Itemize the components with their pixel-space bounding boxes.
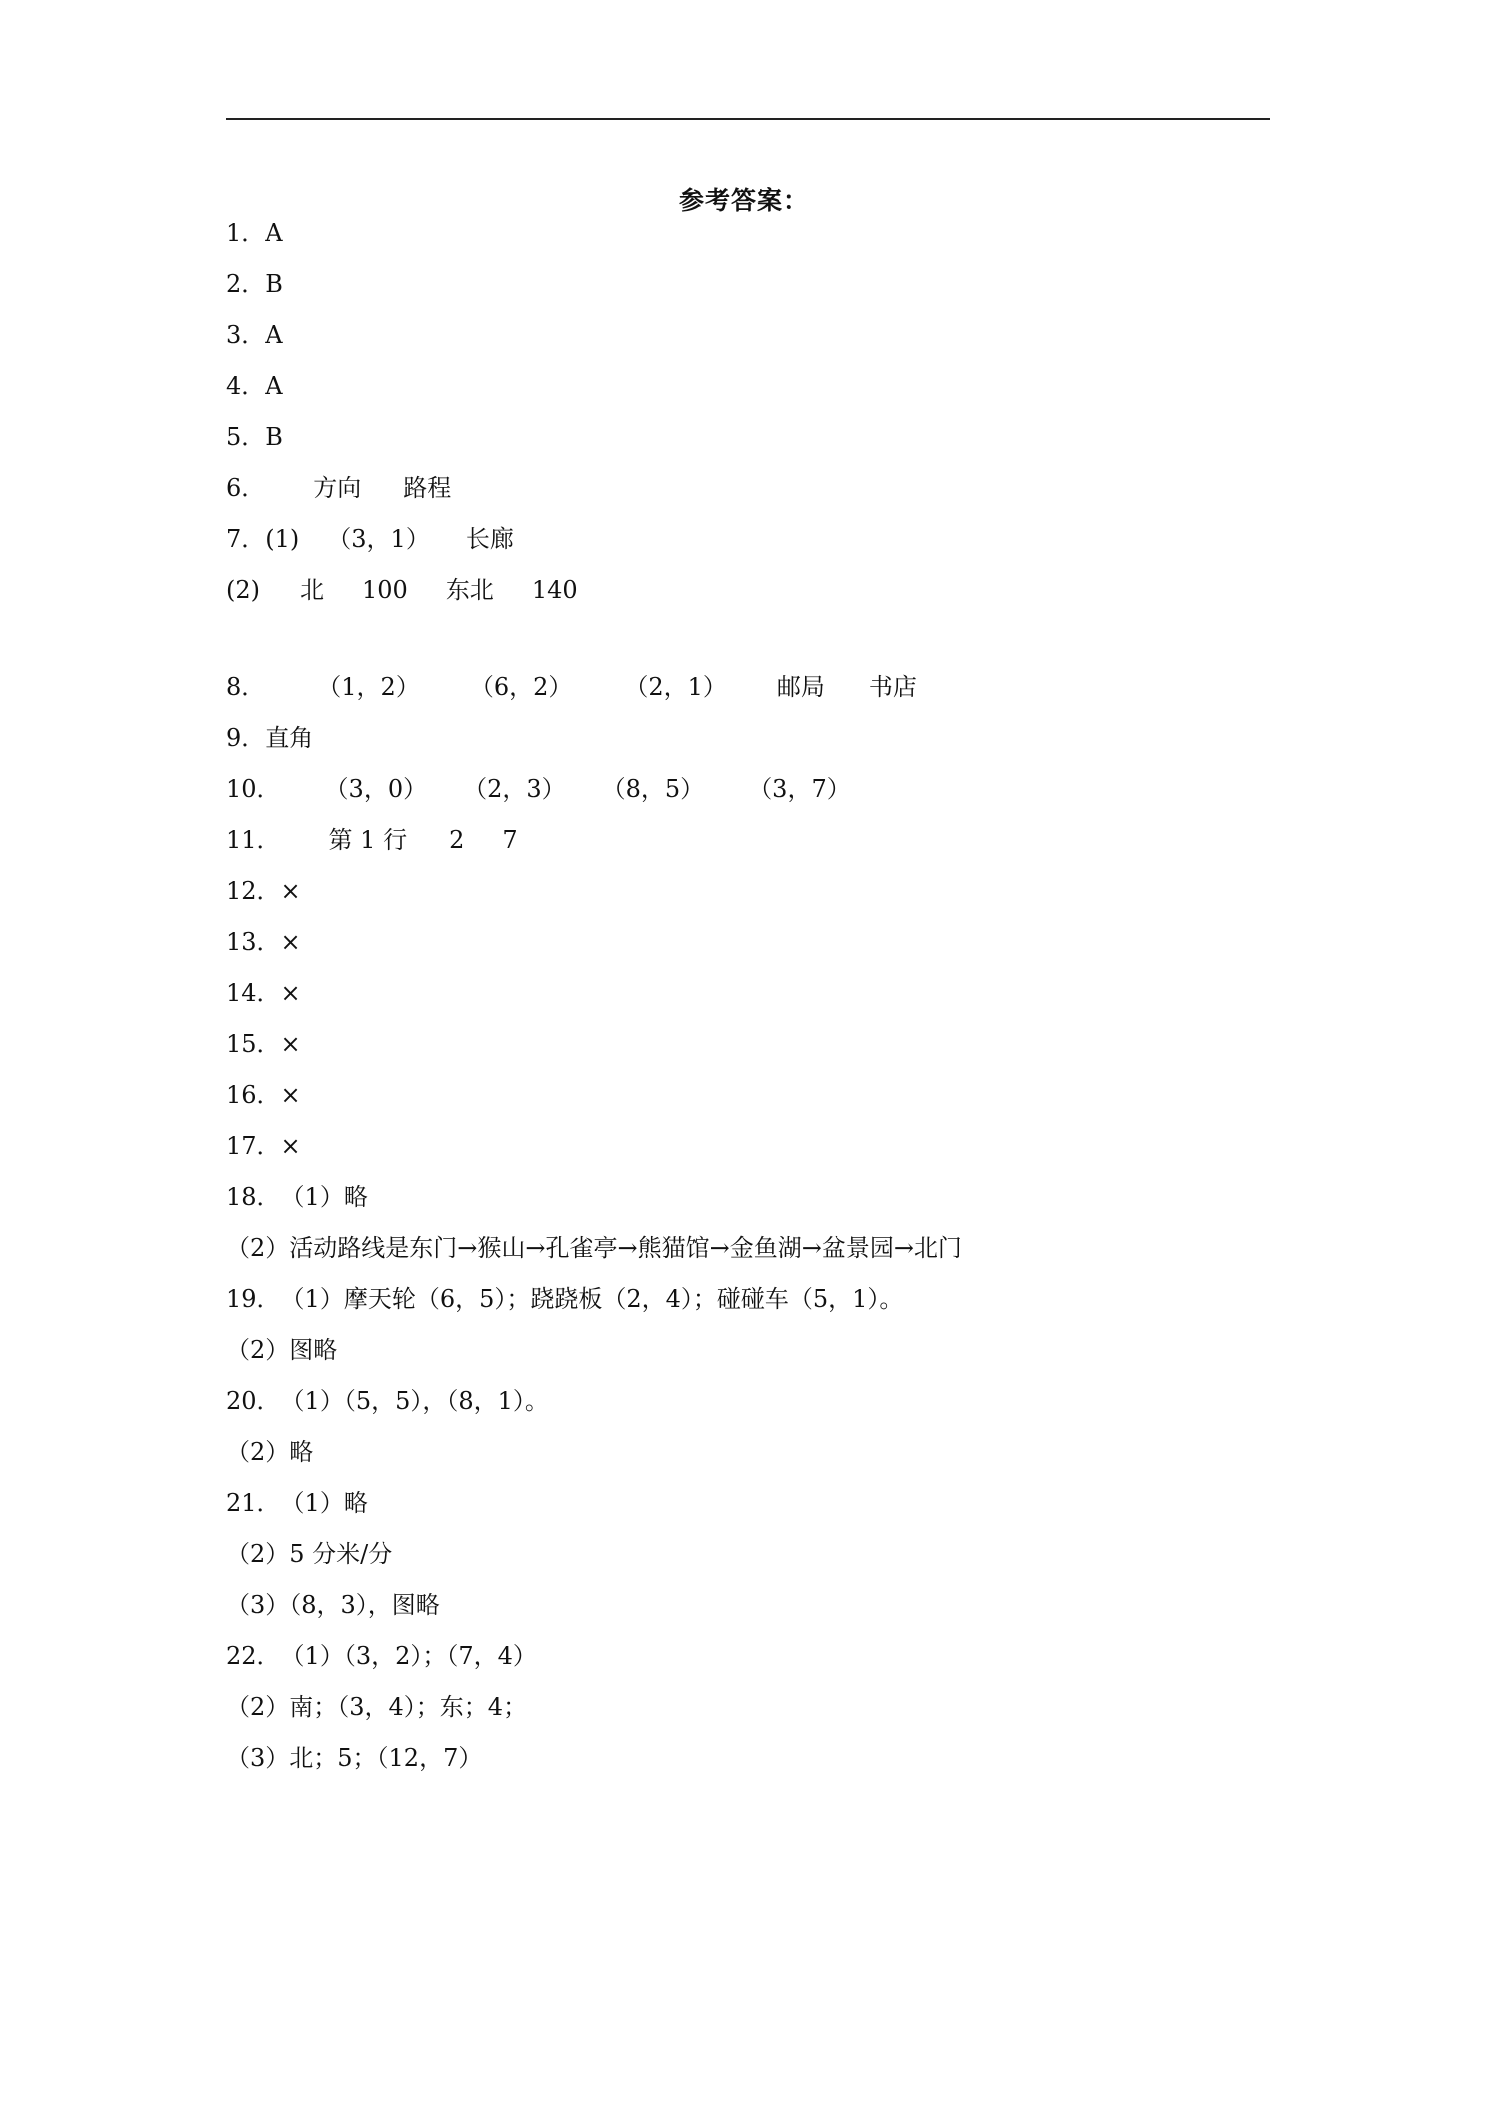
answer-18-part-2	[226, 1231, 962, 1265]
answer-15	[226, 1027, 301, 1061]
answer-text: ×	[280, 1132, 301, 1160]
answer-number: 15．	[226, 1030, 281, 1058]
answer-text: （1）略	[280, 1183, 368, 1211]
answer-text: A	[265, 372, 283, 400]
answer-number: 14．	[226, 979, 281, 1007]
answer-5	[226, 420, 283, 454]
answer-text: （3）北；5；（12，7）	[226, 1744, 483, 1772]
answer-20-part-2	[226, 1435, 313, 1469]
answer-blank-4: 140	[531, 576, 578, 604]
answer-13	[226, 925, 301, 959]
answer-12	[226, 874, 301, 908]
answer-16	[226, 1078, 301, 1112]
answer-text: （2）活动路线是东门→猴山→孔雀亭→熊猫馆→金鱼湖→盆景园→北门	[226, 1234, 962, 1262]
answer-blank-2: 长廊	[465, 525, 514, 553]
answer-number: 19．	[226, 1285, 281, 1313]
answer-text: ×	[280, 979, 301, 1007]
answer-text: （2）图略	[226, 1336, 338, 1364]
answer-text: ×	[280, 1081, 301, 1109]
answer-blank-1: （3，0）	[324, 775, 428, 803]
answer-text: A	[265, 321, 283, 349]
answer-blank-1: （1，2）	[317, 673, 420, 701]
answer-9	[226, 721, 313, 755]
answer-blank-2: （2，3）	[463, 775, 566, 803]
answer-17	[226, 1129, 301, 1163]
answer-3	[226, 318, 283, 352]
answer-number: 16．	[226, 1081, 281, 1109]
answer-number: 12．	[226, 877, 281, 905]
answer-number: 4．	[226, 372, 266, 400]
answer-4	[226, 369, 283, 403]
answer-text: B	[265, 270, 283, 298]
page-title: 参考答案：	[678, 186, 809, 215]
answer-text: （2）略	[226, 1438, 314, 1466]
header-rule	[226, 118, 1270, 120]
answer-blank-1: 第 1 行	[328, 826, 408, 854]
answer-subpart: (2)	[226, 576, 260, 604]
answer-6	[226, 471, 451, 505]
answer-blank-2: 100	[362, 576, 408, 604]
answer-2	[226, 267, 283, 301]
answer-number: 18．	[226, 1183, 281, 1211]
answer-11	[226, 823, 518, 857]
answer-21-part-3	[226, 1588, 440, 1622]
answer-text: （1）（3，2）；（7，4）	[280, 1642, 537, 1670]
answer-blank-2: 路程	[403, 474, 452, 502]
answer-22-part-2	[226, 1690, 527, 1724]
answer-1	[226, 216, 283, 250]
answer-number: 6．	[226, 474, 266, 502]
answer-blank-3: （2，1）	[624, 673, 727, 701]
answer-8	[226, 670, 917, 704]
answer-blank-5: 书店	[868, 673, 917, 701]
answer-19	[226, 1282, 903, 1316]
answer-text: ×	[280, 1030, 301, 1058]
answer-number: 17．	[226, 1132, 281, 1160]
answer-number: 10．	[226, 775, 281, 803]
answer-number: 11．	[226, 826, 281, 854]
answer-21-part-2	[226, 1537, 392, 1571]
answer-18	[226, 1180, 368, 1214]
answer-7-part-2	[226, 573, 578, 607]
answer-subpart: (1)	[265, 525, 300, 553]
answer-blank-1: 方向	[313, 474, 362, 502]
answer-text: （2）南；（3，4）；东；4；	[226, 1693, 528, 1721]
answer-blank-2: 2	[449, 826, 465, 854]
answer-number: 21．	[226, 1489, 281, 1517]
answer-text: ×	[280, 928, 301, 956]
answer-text: 直角	[265, 724, 314, 752]
answer-blank-3: （8，5）	[601, 775, 705, 803]
answer-text: B	[265, 423, 283, 451]
answer-blank-3: 东北	[445, 576, 494, 604]
answer-21	[226, 1486, 368, 1520]
answer-number: 5．	[226, 423, 266, 451]
answer-blank-1: 北	[300, 576, 324, 604]
answer-blank-4: （3，7）	[748, 775, 851, 803]
answer-text: （1）略	[280, 1489, 368, 1517]
answer-number: 22．	[226, 1642, 281, 1670]
answer-text: （2）5 分米/分	[226, 1540, 393, 1568]
answer-number: 7．	[226, 525, 266, 553]
answer-text: ×	[280, 877, 301, 905]
answer-19-part-2	[226, 1333, 337, 1367]
answer-number: 1．	[226, 219, 266, 247]
answer-20	[226, 1384, 549, 1418]
answer-text: （1）摩天轮（6，5）；跷跷板（2，4）；碰碰车（5，1）。	[280, 1285, 904, 1313]
answer-number: 20．	[226, 1387, 281, 1415]
answer-number: 13．	[226, 928, 281, 956]
answer-14	[226, 976, 301, 1010]
answer-7	[226, 522, 514, 556]
answer-number: 9．	[226, 724, 266, 752]
answer-text: （1）（5，5），（8，1）。	[280, 1387, 549, 1415]
answer-22	[226, 1639, 537, 1673]
answer-22-part-3	[226, 1741, 482, 1775]
answer-number: 3．	[226, 321, 266, 349]
answer-blank-3: 7	[502, 826, 518, 854]
answer-blank-1: （3，1）	[327, 525, 430, 553]
answer-blank-4: 邮局	[776, 673, 825, 701]
answer-text: （3）（8，3），图略	[226, 1591, 440, 1619]
answer-number: 2．	[226, 270, 266, 298]
answer-text: A	[265, 219, 283, 247]
answer-10	[226, 772, 851, 806]
answer-blank-2: （6，2）	[469, 673, 573, 701]
answer-number: 8．	[226, 673, 266, 701]
